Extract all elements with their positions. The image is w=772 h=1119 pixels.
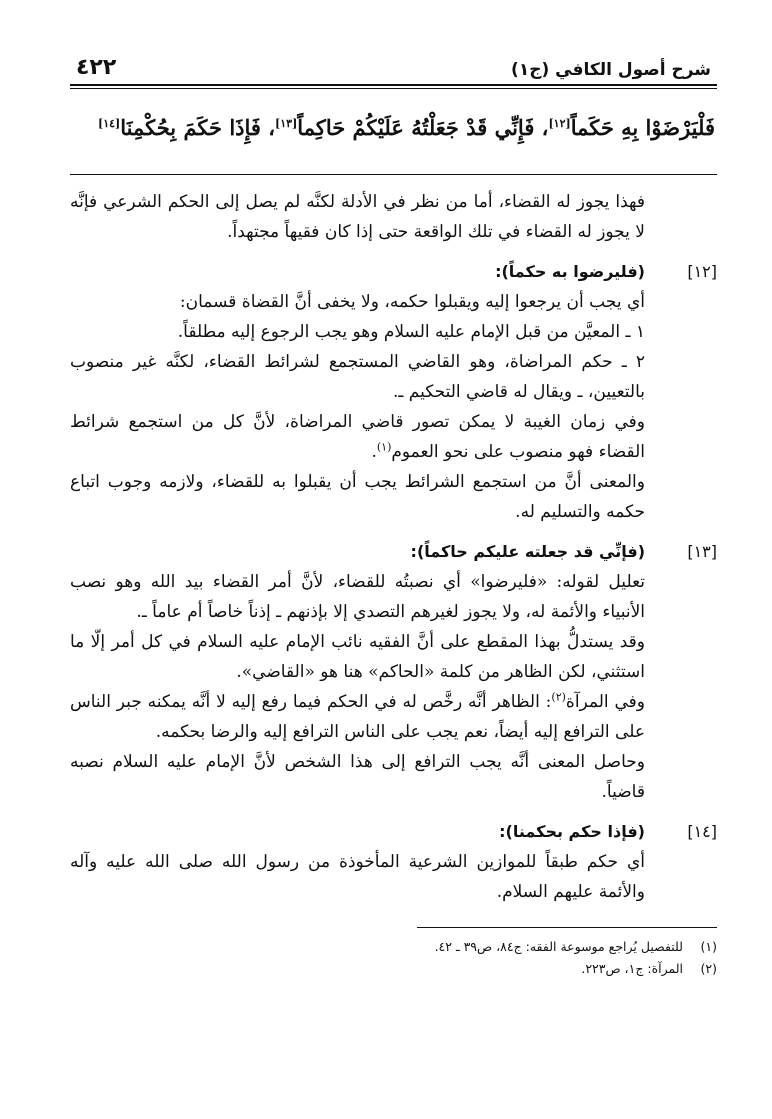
- header-rule: [70, 84, 717, 89]
- footnote-ref-1: (١): [376, 440, 392, 454]
- hadith-part-2: ، فَإِنِّي قَدْ جَعَلْتُهُ عَلَيْكُمْ حَاكِماً: [297, 115, 549, 140]
- note-12-paragraph-4-text: وفي زمان الغيبة لا يمكن تصور قاضي المراضاة، لأنَّ كل من استجمع شرائط القضاء فهو منصوب على نحو العموم: [70, 412, 645, 462]
- hadith-ref-14: [١٤]: [98, 117, 121, 130]
- page-header: [70, 46, 717, 80]
- footnote-2-text: المرآة: ج١، ص٢٢٣.: [581, 961, 683, 976]
- note-12: [70, 257, 717, 527]
- note-12-paragraph-5: والمعنى أنَّ من استجمع الشرائط يجب أن يقبلوا به للقضاء، ولازمه وجوب اتباع حكمه والتسليم له.: [70, 472, 645, 522]
- hadith-part-1: فَلْيَرْضَوْا بِهِ حَكَماً: [570, 115, 715, 140]
- footnote-rule: [417, 927, 717, 928]
- note-12-heading: (فليرضوا به حكماً):: [495, 262, 645, 281]
- note-12-content: [70, 257, 645, 527]
- hadith-part-3: ، فَإِذَا حَكَمَ بِحُكْمِنَا: [120, 115, 276, 140]
- note-12-number: [١٢]: [687, 262, 717, 281]
- footnote-2: [70, 958, 717, 980]
- note-12-paragraph-3: ٢ ـ حكم المراضاة، وهو القاضي المستجمع لشرائط القضاء، لكنَّه غير منصوب بالتعيين، ـ ويقال له قاضي التحكيم ـ.: [70, 352, 645, 402]
- hadith-rule: [70, 174, 717, 175]
- footnotes: [70, 936, 717, 980]
- note-13-paragraph-3-start: وفي المرآة: [565, 692, 645, 712]
- note-12-paragraph-2: ١ ـ المعيَّن من قبل الإمام عليه السلام وهو يجب الرجوع إليه مطلقاً.: [177, 322, 645, 342]
- footnote-1-text: للتفصيل يُراجع موسوعة الفقه: ج٨٤، ص٣٩ ـ ٤٢.: [434, 939, 683, 954]
- footnote-1: [70, 936, 717, 958]
- note-14-number: [١٤]: [687, 822, 717, 841]
- note-13-heading: (فإنِّي قد جعلته عليكم حاكماً):: [410, 542, 645, 561]
- note-13-paragraph-3-text: : الظاهر أنَّه رخَّص له في الحكم فيما رفع إليه لا أنَّه يمكنه جبر الناس على الترافع إليه أيضاً، نعم يجب على الناس الترافع إليه والرضا بحكمه.: [70, 692, 645, 742]
- note-13-paragraph-3: [70, 687, 645, 747]
- note-13-number: [١٣]: [687, 542, 717, 561]
- note-12-paragraph-1: أي يجب أن يرجعوا إليه ويقبلوا حكمه، ولا يخفى أنَّ القضاة قسمان:: [179, 292, 645, 312]
- hadith-ref-13: [١٣]: [275, 117, 298, 130]
- note-13-paragraph-2: وقد يستدلُّ بهذا المقطع على أنَّ الفقيه نائب الإمام عليه السلام في كل أمر إلّا ما استثني، لكن الظاهر من كلمة «الحاكم» هنا هو «القاضي».: [70, 632, 645, 682]
- page-number: ٤٢٢: [76, 55, 117, 80]
- note-13-paragraph-1: تعليل لقوله: «فليرضوا» أي نصبتُه للقضاء، لأنَّ أمر القضاء بيد الله وهو نصب الأنبياء والأئمة له، ولا يجوز لغيرهم التصدي إلا بإذنهم ـ إذناً خاصاً أم عاماً ـ.: [70, 572, 645, 622]
- book-title: شرح أصول الكافي (ج١): [511, 60, 711, 80]
- hadith-ref-12: [١٢]: [548, 117, 571, 130]
- note-12-paragraph-4: [70, 407, 645, 467]
- hadith-text: [70, 115, 717, 140]
- commentary-body: [70, 187, 717, 907]
- note-14-heading: (فإذا حكم بحكمنا):: [499, 822, 645, 841]
- note-14-content: [70, 817, 645, 907]
- note-13: [70, 537, 717, 807]
- footnote-2-number: (٢): [700, 961, 717, 976]
- footnote-1-number: (١): [700, 939, 717, 954]
- note-13-paragraph-4: وحاصل المعنى أنَّه يجب الترافع إلى هذا الشخص لأنَّ الإمام عليه السلام نصبه قاضياً.: [70, 752, 645, 802]
- intro-paragraph: فهذا يجوز له القضاء، أما من نظر في الأدلة لكنَّه لم يصل إلى الحكم الشرعي فإنَّه لا يجوز له القضاء في تلك الواقعة حتى إذا كان فقيهاً مجتهداً.: [70, 192, 645, 242]
- note-13-content: [70, 537, 645, 807]
- note-12-paragraph-4-end: .: [371, 442, 377, 462]
- footnote-ref-2: (٢): [551, 690, 566, 704]
- note-14-paragraph-1: أي حكم طبقاً للموازين الشرعية المأخوذة من رسول الله صلى الله عليه وآله والأئمة عليهم السلام.: [70, 852, 645, 902]
- note-14: [70, 817, 717, 907]
